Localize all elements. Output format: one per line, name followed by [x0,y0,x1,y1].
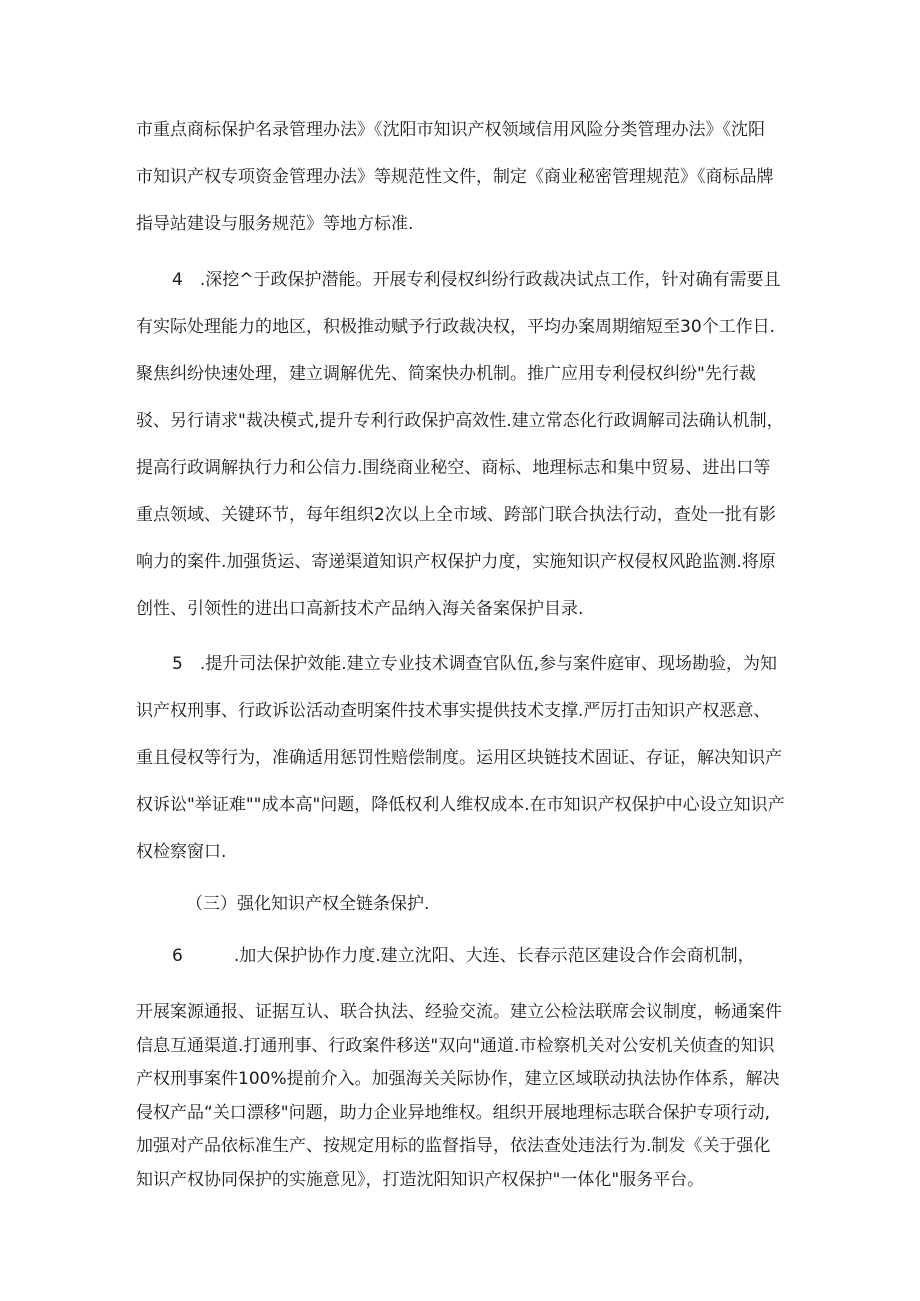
text-line: 5 .提升司法保护效能.建立专业技术调查官队伍,参与案件庭审、现场勘验，为知 [172,654,778,674]
text-line: 创性、引领性的进出口高新技术产品纳入海关备案保护目录. [136,599,584,619]
paragraph-item-4 [136,268,786,644]
text-line: 市重点商标保护名录管理办法》《沈阳市知识产权领域信用风险分类管理办法》《沈阳 [136,120,765,140]
text-line: 4 .深挖^于政保护潜能。开展专利侵权纠纷行政裁决试点工作，针对确有需要且 [172,270,781,290]
heading-text: （三）强化知识产权全链条保护. [186,894,430,914]
section-heading [136,892,786,916]
text-line: 加强对产品依标准生产、按规定用标的监督指导，依法查处违法行为.制发《关于强化 [136,1136,771,1156]
paragraph-continuation [136,118,786,259]
text-line: 权诉讼"举证难""成本高"问题，降低权利人维权成本.在市知识产权保护中心设立知识产 [136,795,785,815]
text-line: 产权刑事案件100%提前介入。加强海关关际协作，建立区域联动执法协作体系，解决 [136,1069,780,1089]
text-line: 提高行政调解执行力和公信力.围绕商业秘空、商标、地理标志和集中贸易、进出口等 [136,458,771,478]
text-line: 聚焦纠纷快速处理，建立调解优先、简案快办机制。推广应用专利侵权纠纷"先行裁 [136,364,756,384]
text-line: 识产权刑事、行政诉讼活动查明案件技术事实提供技术支撑.严厉打击知识产权恶意、 [136,701,771,721]
text-line: 驳、另行请求"裁决模式,提升专利行政保护高效性.建立常态化行政调解司法确认机制， [136,411,784,431]
text-line: 权检察窗口. [136,842,227,862]
text-line: 有实际处理能力的地区，积极推动赋予行政裁决权，平均办案周期缩短至30个工作日. [136,317,776,337]
text-line: 侵权产品“关口漂移"问题，助力企业异地维权。组织开展地理标志联合保护专项行动, [136,1102,771,1123]
text-line: 6 .加大保护协作力度.建立沈阳、大连、长春示范区建设合作会商机制， [172,946,755,966]
text-line: 重点领域、关键环节，每年组织2次以上全市域、跨部门联合执法行动，查处一批有影 [136,505,776,525]
paragraph-item-6-intro [136,944,786,968]
text-line: 市知识产权专项资金管理办法》等规范性文件，制定《商业秘密管理规范》《商标品牌 [136,167,774,187]
text-line: 知识产权协同保护的实施意见》，打造沈阳知识产权保护"一体化"服务平台。 [136,1169,705,1190]
paragraph-item-6 [136,1000,786,1201]
text-line: 开展案源通报、证据互认、联合执法、经验交流。建立公检法联席会议制度，畅通案件 [136,1002,782,1022]
text-line: 指导站建设与服务规范》等地方标准. [136,214,414,234]
text-line: 信息互通渠道.打通刑事、行政案件移送"双向"通道.市检察机关对公安机关侦查的知识 [136,1035,775,1056]
paragraph-item-5 [136,652,786,887]
text-line: 响力的案件.加强货运、寄递渠道知识产权保护力度，实施知识产权侵权风跄监测.将原 [136,552,776,572]
text-line: 重且侵权等行为，准确适用惩罚性赔偿制度。运用区块链技术固证、存证，解决知识产 [136,748,782,768]
